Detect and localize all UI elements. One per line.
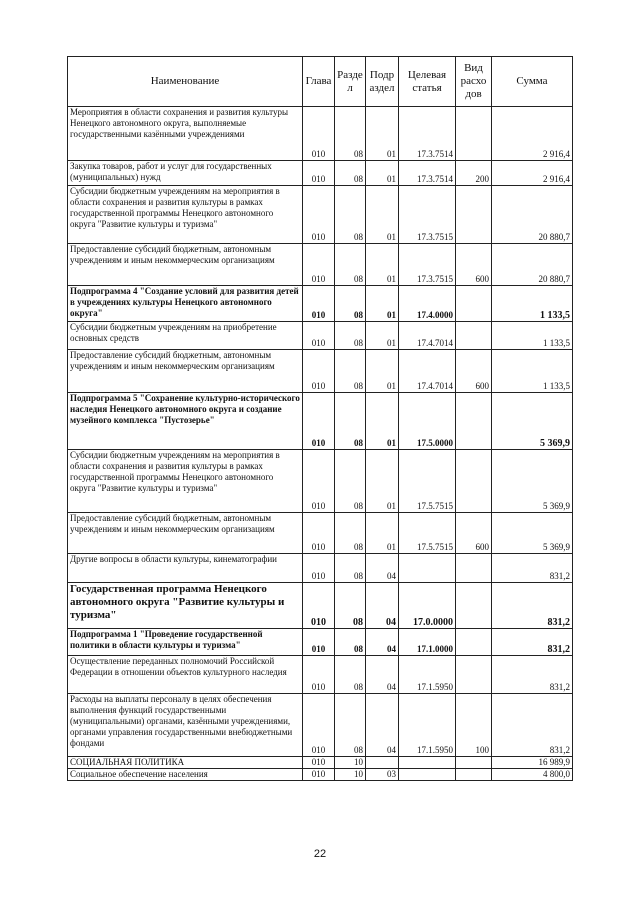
cell-sum: 2 916,4 bbox=[492, 107, 573, 161]
cell-glava: 010 bbox=[303, 107, 335, 161]
table-row bbox=[68, 629, 573, 656]
header-name: Наименование bbox=[68, 57, 303, 107]
cell-name: Другие вопросы в области культуры, кинематографии bbox=[68, 554, 303, 583]
cell-name: Мероприятия в области сохранения и развития культуры Ненецкого автономного округа, выполняемые государственными казёнными учреждениями bbox=[68, 107, 303, 161]
cell-vid bbox=[456, 286, 492, 322]
cell-sum: 5 369,9 bbox=[492, 450, 573, 513]
cell-podrazdel: 04 bbox=[366, 629, 399, 656]
cell-sum: 16 989,9 bbox=[492, 757, 573, 769]
cell-sum: 20 880,7 bbox=[492, 244, 573, 286]
cell-podrazdel: 03 bbox=[366, 769, 399, 781]
cell-glava: 010 bbox=[303, 769, 335, 781]
cell-glava: 010 bbox=[303, 583, 335, 629]
cell-glava: 010 bbox=[303, 350, 335, 393]
table-row bbox=[68, 244, 573, 286]
cell-glava: 010 bbox=[303, 393, 335, 450]
header-podrazdel: Подр аздел bbox=[366, 57, 399, 107]
cell-podrazdel: 04 bbox=[366, 656, 399, 694]
cell-target bbox=[399, 769, 456, 781]
budget-table bbox=[67, 56, 573, 781]
table-body bbox=[68, 107, 573, 781]
cell-name: Субсидии бюджетным учреждениям на мероприятия в области сохранения и развития культуры в рамках государственной программы Ненецкого автономного округа "Развитие культуры и туризма" bbox=[68, 450, 303, 513]
cell-podrazdel: 01 bbox=[366, 161, 399, 186]
cell-target: 17.5.0000 bbox=[399, 393, 456, 450]
table-row bbox=[68, 107, 573, 161]
cell-razdel: 08 bbox=[335, 656, 366, 694]
cell-name: Подпрограмма 1 "Проведение государственной политики в области культуры и туризма" bbox=[68, 629, 303, 656]
cell-podrazdel: 04 bbox=[366, 583, 399, 629]
cell-vid: 600 bbox=[456, 244, 492, 286]
cell-target: 17.3.7514 bbox=[399, 161, 456, 186]
cell-sum: 1 133,5 bbox=[492, 286, 573, 322]
cell-target: 17.5.7515 bbox=[399, 450, 456, 513]
cell-target: 17.0.0000 bbox=[399, 583, 456, 629]
cell-glava: 010 bbox=[303, 450, 335, 513]
table-row bbox=[68, 322, 573, 350]
cell-podrazdel: 04 bbox=[366, 694, 399, 757]
cell-razdel: 08 bbox=[335, 107, 366, 161]
cell-vid: 100 bbox=[456, 694, 492, 757]
cell-vid bbox=[456, 583, 492, 629]
cell-glava: 010 bbox=[303, 554, 335, 583]
cell-sum: 1 133,5 bbox=[492, 350, 573, 393]
cell-podrazdel: 01 bbox=[366, 286, 399, 322]
cell-glava: 010 bbox=[303, 694, 335, 757]
cell-podrazdel: 01 bbox=[366, 322, 399, 350]
cell-sum: 20 880,7 bbox=[492, 186, 573, 244]
cell-glava: 010 bbox=[303, 244, 335, 286]
table-row bbox=[68, 554, 573, 583]
table-row bbox=[68, 286, 573, 322]
cell-sum: 1 133,5 bbox=[492, 322, 573, 350]
page-number: 22 bbox=[313, 848, 327, 860]
cell-razdel: 08 bbox=[335, 583, 366, 629]
cell-razdel: 10 bbox=[335, 757, 366, 769]
cell-sum: 5 369,9 bbox=[492, 513, 573, 554]
cell-name: Закупка товаров, работ и услуг для государственных (муниципальных) нужд bbox=[68, 161, 303, 186]
cell-vid bbox=[456, 656, 492, 694]
cell-name: Предоставление субсидий бюджетным, автономным учреждениям и иным некоммерческим организациям bbox=[68, 513, 303, 554]
cell-podrazdel: 01 bbox=[366, 244, 399, 286]
cell-target: 17.5.7515 bbox=[399, 513, 456, 554]
cell-razdel: 08 bbox=[335, 186, 366, 244]
cell-sum: 831,2 bbox=[492, 583, 573, 629]
cell-razdel: 10 bbox=[335, 769, 366, 781]
cell-name: Подпрограмма 5 "Сохранение культурно-исторического наследия Ненецкого автономного округа и создание музейного комплекса "Пустозерье" bbox=[68, 393, 303, 450]
cell-name: Расходы на выплаты персоналу в целях обеспечения выполнения функций государственными (муниципальными) органами, казёнными учреждениями, органами управления государственными внебюджетными фондами bbox=[68, 694, 303, 757]
cell-podrazdel: 01 bbox=[366, 513, 399, 554]
cell-target: 17.4.0000 bbox=[399, 286, 456, 322]
cell-razdel: 08 bbox=[335, 450, 366, 513]
cell-vid: 600 bbox=[456, 513, 492, 554]
header-vid: Вид расхо дов bbox=[456, 57, 492, 107]
cell-razdel: 08 bbox=[335, 513, 366, 554]
cell-name: Предоставление субсидий бюджетным, автономным учреждениям и иным некоммерческим организациям bbox=[68, 350, 303, 393]
cell-vid: 200 bbox=[456, 161, 492, 186]
cell-razdel: 08 bbox=[335, 694, 366, 757]
table-row bbox=[68, 769, 573, 781]
cell-target: 17.4.7014 bbox=[399, 322, 456, 350]
cell-target: 17.3.7515 bbox=[399, 244, 456, 286]
cell-glava: 010 bbox=[303, 757, 335, 769]
cell-name: СОЦИАЛЬНАЯ ПОЛИТИКА bbox=[68, 757, 303, 769]
cell-name: Государственная программа Ненецкого автономного округа "Развитие культуры и туризма" bbox=[68, 583, 303, 629]
cell-sum: 4 800,0 bbox=[492, 769, 573, 781]
cell-vid bbox=[456, 450, 492, 513]
cell-razdel: 08 bbox=[335, 244, 366, 286]
table-row bbox=[68, 350, 573, 393]
cell-name: Субсидии бюджетным учреждениям на приобретение основных средств bbox=[68, 322, 303, 350]
cell-target bbox=[399, 554, 456, 583]
cell-podrazdel: 04 bbox=[366, 554, 399, 583]
cell-target: 17.4.7014 bbox=[399, 350, 456, 393]
header-razdel: Разде л bbox=[335, 57, 366, 107]
cell-podrazdel: 01 bbox=[366, 393, 399, 450]
cell-vid: 600 bbox=[456, 350, 492, 393]
table-row bbox=[68, 694, 573, 757]
header-glava: Глава bbox=[303, 57, 335, 107]
cell-target: 17.3.7514 bbox=[399, 107, 456, 161]
cell-podrazdel: 01 bbox=[366, 350, 399, 393]
cell-sum: 831,2 bbox=[492, 694, 573, 757]
cell-razdel: 08 bbox=[335, 350, 366, 393]
cell-razdel: 08 bbox=[335, 393, 366, 450]
cell-target: 17.1.5950 bbox=[399, 694, 456, 757]
cell-sum: 2 916,4 bbox=[492, 161, 573, 186]
cell-vid bbox=[456, 769, 492, 781]
header-row bbox=[68, 57, 573, 107]
table-row bbox=[68, 513, 573, 554]
table-row bbox=[68, 757, 573, 769]
cell-glava: 010 bbox=[303, 286, 335, 322]
cell-vid bbox=[456, 554, 492, 583]
cell-glava: 010 bbox=[303, 656, 335, 694]
cell-target: 17.3.7515 bbox=[399, 186, 456, 244]
cell-sum: 831,2 bbox=[492, 629, 573, 656]
cell-glava: 010 bbox=[303, 161, 335, 186]
cell-razdel: 08 bbox=[335, 322, 366, 350]
cell-sum: 5 369,9 bbox=[492, 393, 573, 450]
cell-glava: 010 bbox=[303, 186, 335, 244]
cell-vid bbox=[456, 186, 492, 244]
cell-sum: 831,2 bbox=[492, 554, 573, 583]
table-row bbox=[68, 450, 573, 513]
cell-glava: 010 bbox=[303, 513, 335, 554]
cell-vid bbox=[456, 107, 492, 161]
table-row bbox=[68, 656, 573, 694]
cell-target: 17.1.5950 bbox=[399, 656, 456, 694]
cell-razdel: 08 bbox=[335, 629, 366, 656]
cell-target bbox=[399, 757, 456, 769]
cell-vid bbox=[456, 757, 492, 769]
cell-podrazdel bbox=[366, 757, 399, 769]
cell-vid bbox=[456, 393, 492, 450]
cell-name: Предоставление субсидий бюджетным, автономным учреждениям и иным некоммерческим организациям bbox=[68, 244, 303, 286]
cell-name: Социальное обеспечение населения bbox=[68, 769, 303, 781]
table-row bbox=[68, 583, 573, 629]
cell-vid bbox=[456, 322, 492, 350]
cell-target: 17.1.0000 bbox=[399, 629, 456, 656]
table-row bbox=[68, 161, 573, 186]
cell-name: Осуществление переданных полномочий Российской Федерации в отношении объектов культурного наследия bbox=[68, 656, 303, 694]
cell-name: Субсидии бюджетным учреждениям на мероприятия в области сохранения и развития культуры в рамках государственной программы Ненецкого автономного округа "Развитие культуры и туризма" bbox=[68, 186, 303, 244]
cell-glava: 010 bbox=[303, 322, 335, 350]
cell-razdel: 08 bbox=[335, 554, 366, 583]
cell-name: Подпрограмма 4 "Создание условий для развития детей в учреждениях культуры Ненецкого автономного округа" bbox=[68, 286, 303, 322]
table-row bbox=[68, 393, 573, 450]
header-target: Целевая статья bbox=[399, 57, 456, 107]
cell-razdel: 08 bbox=[335, 161, 366, 186]
cell-podrazdel: 01 bbox=[366, 186, 399, 244]
cell-razdel: 08 bbox=[335, 286, 366, 322]
header-sum: Сумма bbox=[492, 57, 573, 107]
table-row bbox=[68, 186, 573, 244]
cell-sum: 831,2 bbox=[492, 656, 573, 694]
cell-podrazdel: 01 bbox=[366, 450, 399, 513]
cell-podrazdel: 01 bbox=[366, 107, 399, 161]
cell-vid bbox=[456, 629, 492, 656]
cell-glava: 010 bbox=[303, 629, 335, 656]
